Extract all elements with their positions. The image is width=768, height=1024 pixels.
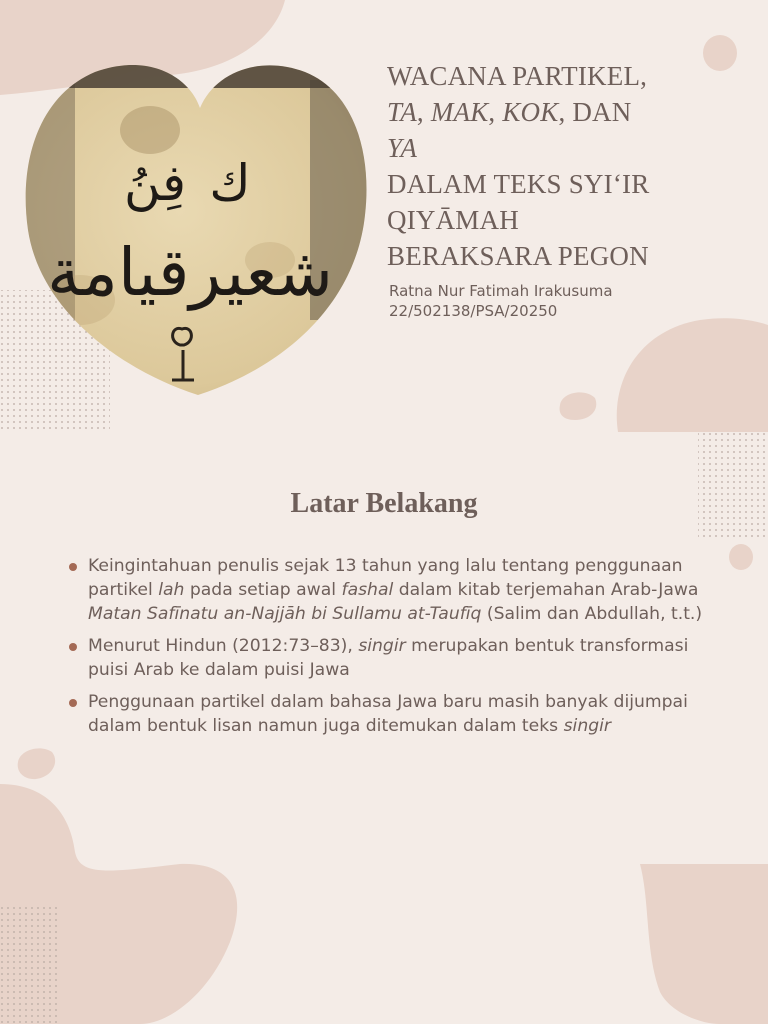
latar-belakang-slide	[0, 432, 768, 1024]
bullet-item-2: Menurut Hindun (2012:73–83), singir merupakan bentuk transformasi puisi Arab ke dalam puisi Jawa	[66, 634, 706, 682]
bullet-dot-icon	[69, 643, 77, 651]
title-line-4: DALAM TEKS SYI‘IR	[387, 169, 650, 199]
bullet-item-3: Penggunaan partikel dalam bahasa Jawa baru masih banyak dijumpai dalam bentuk lisan namun juga ditemukan dalam teks singir	[66, 690, 706, 738]
author-block	[389, 281, 613, 321]
cover-manuscript-image	[0, 0, 400, 400]
author-name: Ratna Nur Fatimah Irakusuma	[389, 282, 613, 300]
title-line-2: TA, MAK, KOK, DAN	[387, 97, 632, 127]
cover-title	[387, 58, 757, 274]
author-id: 22/502138/PSA/20250	[389, 302, 558, 320]
arabic-main-text: شعيرقيامة	[47, 234, 333, 311]
title-line-3: YA	[387, 133, 418, 163]
blob-right	[617, 318, 768, 432]
blob-bottom-right	[640, 864, 768, 1024]
arabic-top-text-2: ك	[209, 154, 251, 212]
bullet-list	[66, 554, 706, 746]
bullet-dot-icon	[69, 699, 77, 707]
title-kok: KOK	[502, 97, 559, 127]
title-mak: MAK	[430, 97, 489, 127]
bullet-item-1: Keingintahuan penulis sejak 13 tahun yang lalu tentang penggunaan partikel lah pada setiap awal fashal dalam kitab terjemahan Arab-Jawa Matan Safīnatu an-Najjāh bi Sullamu at-Taufīq (Salim dan Abdullah, t.t.)	[66, 554, 706, 626]
cover-slide	[0, 0, 768, 432]
arabic-top-text: فِنُ	[124, 154, 186, 212]
title-ta: TA	[387, 97, 417, 127]
title-line-1: WACANA PARTIKEL,	[387, 61, 648, 91]
section-heading: Latar Belakang	[290, 488, 478, 519]
dot-pattern-top-right	[698, 432, 768, 537]
blob-small-left	[18, 748, 55, 779]
title-line-5: QIYĀMAH	[387, 205, 519, 235]
blob-small-pebble	[560, 392, 597, 420]
bullet-dot-icon	[69, 563, 77, 571]
title-line-6: BERAKSARA PEGON	[387, 241, 649, 271]
dot-pattern-bottom-left	[0, 907, 60, 1024]
blob-small-right	[729, 544, 753, 570]
